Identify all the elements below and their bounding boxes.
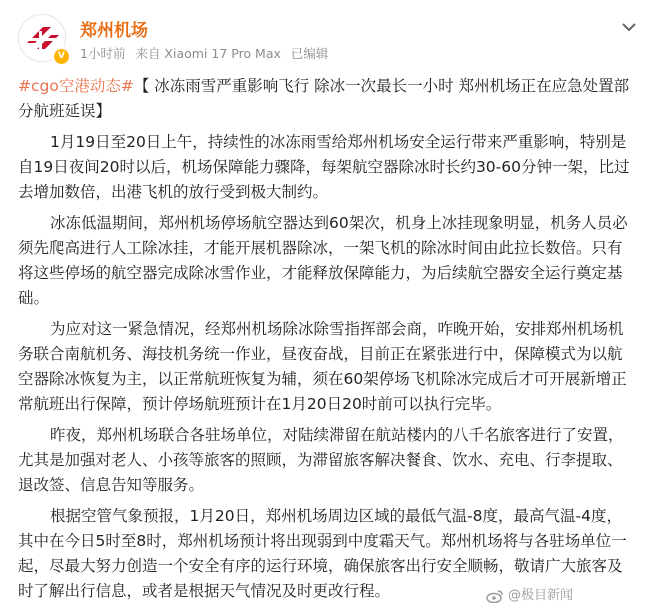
paragraph-3: 为应对这一紧急情况，经郑州机场除冰除雪指挥部会商，咋晚开始，安排郑州机场机务联合南航机务、海技机务统一作业，昼夜奋战，目前正在紧张进行中，保障模式为以航空器除冰恢复为主，以正常航班恢复为辅，须在60架停场飞机除冰完成后才可开展新增正常航班出行保障，预计停场航班预计在1月20日20时前可以执行完毕。 bbox=[18, 320, 627, 413]
post-headline bbox=[18, 74, 632, 124]
verified-badge-icon: V bbox=[52, 47, 71, 66]
watermark bbox=[486, 584, 573, 603]
chevron-down-icon[interactable] bbox=[618, 16, 640, 38]
post-body bbox=[18, 74, 632, 610]
hashtag-link[interactable]: #cgo空港动态# bbox=[18, 77, 134, 95]
post-time[interactable]: 1小时前 bbox=[80, 46, 126, 61]
author-name[interactable]: 郑州机场 bbox=[80, 21, 148, 41]
post-header bbox=[18, 14, 642, 66]
weibo-icon bbox=[486, 589, 504, 603]
headline-text: 【 冰冻雨雪严重影响飞行 除冰一次最长一小时 郑州机场正在应急处置部分航班延误】 bbox=[18, 77, 630, 120]
post-source: 来自 Xiaomi 17 Pro Max bbox=[135, 46, 281, 61]
watermark-text: @极目新闻 bbox=[508, 588, 574, 603]
paragraph-1: 1月19日至20日上午，持续性的冰冻雨雪给郑州机场安全运行带来严重影响，特别是自19日夜间20时以后，机场保障能力骤降，每架航空器除冰时长约30-60分钟一架，比过去增加数倍，出港飞机的放行受到极大制约。 bbox=[18, 133, 630, 201]
paragraph-4: 昨夜，郑州机场联合各驻场单位，对陆续滞留在航站楼内的八千名旅客进行了安置，尤其是加强对老人、小孩等旅客的照顾，为滞留旅客解决餐食、饮水、充电、行李提取、退改签、信息告知等服务。 bbox=[18, 426, 624, 494]
post-meta bbox=[80, 44, 334, 62]
paragraph-2: 冰冻低温期间，郑州机场停场航空器达到60架次，机身上冰挂现象明显，机务人员必须先爬高进行人工除冰挂，才能开展机器除冰，一架飞机的除冰时间由此拉长数倍。只有将这些停场的航空器完成除冰雪作业，才能释放保障能力，为后续航空器安全运行奠定基础。 bbox=[18, 214, 628, 307]
paragraph-5: 根据空管气象预报，1月20日，郑州机场周边区域的最低气温-8度，最高气温-4度，其中在今日5时至8时，郑州机场预计将出现弱到中度霜天气。郑州机场将与各驻场单位一起，尽最大努力创造一个安全有序的运行环境，确保旅客出行安全顺畅，敬请广大旅客及时了解出行信息，或者是根据天气情况及时更改行程。 bbox=[18, 507, 627, 600]
edited-label[interactable]: 已编辑 bbox=[290, 46, 329, 61]
